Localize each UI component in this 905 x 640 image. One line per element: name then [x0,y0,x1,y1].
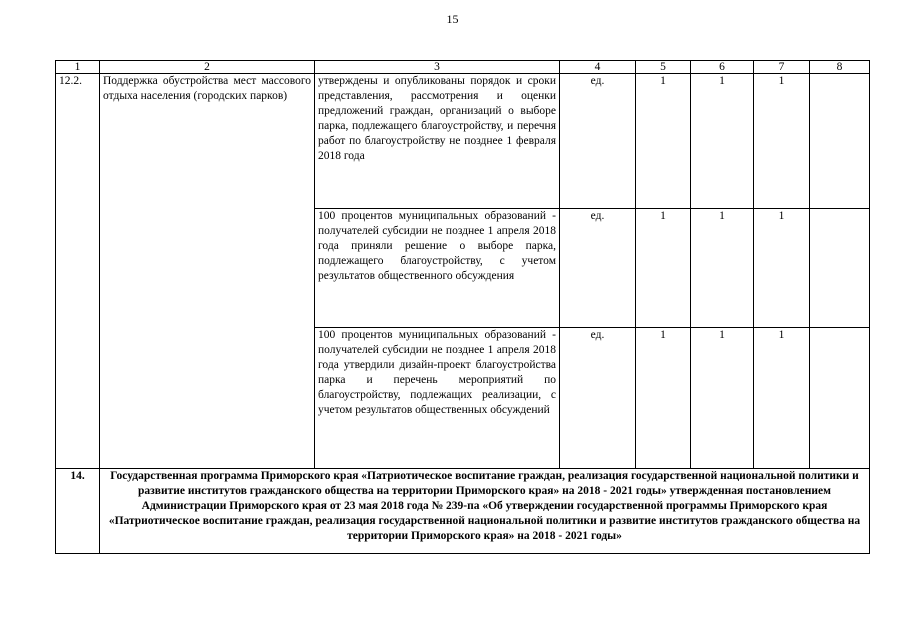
indicator-text: утверждены и опубликованы порядок и сроки представления, рассмотрения и оценки предложений граждан, организаций о выборе парка, подлежащего благоустройству, и перечня работ по благоустройству не позднее 1 февраля 2018 года [315,74,560,209]
column-header: 8 [810,61,870,74]
indicators-table [55,60,870,554]
value-cell: 1 [754,328,810,469]
column-header: 3 [315,61,560,74]
value-cell: 1 [691,209,754,328]
value-cell: 1 [636,328,691,469]
row-number: 12.2. [56,74,100,469]
value-cell: 1 [636,74,691,209]
value-cell [810,209,870,328]
column-header: 6 [691,61,754,74]
table-header-row [56,61,870,74]
unit-cell: ед. [560,328,636,469]
unit-cell: ед. [560,209,636,328]
value-cell [810,328,870,469]
page-number: 15 [446,12,459,26]
column-header: 2 [100,61,315,74]
column-header: 7 [754,61,810,74]
value-cell: 1 [636,209,691,328]
column-header: 4 [560,61,636,74]
program-number: 14. [56,469,100,554]
program-row [56,469,870,554]
indicator-text: 100 процентов муниципальных образований - получателей субсидии не позднее 1 апреля 2018 года утвердили дизайн-проект благоустройства парка и перечень мероприятий по благоустройству, подлежащих реализации, с учетом результатов общественных обсуждений [315,328,560,469]
measure-name: Поддержка обустройства мест массового отдыха населения (городских парков) [100,74,315,469]
program-title: Государственная программа Приморского края «Патриотическое воспитание граждан, реализация государственной национальной политики и развитие институтов гражданского общества на территории Приморского края» на 2018 - 2021 годы» утвержденная постановлением Администрации Приморского края от 23 мая 2018 года № 239-па «Об утверждении государственной программы Приморского края «Патриотическое воспитание граждан, реализация государственной национальной политики и развитие институтов гражданского общества на территории Приморского края» на 2018 - 2021 годы» [100,469,870,554]
column-header: 1 [56,61,100,74]
table-row [56,74,870,209]
value-cell: 1 [691,74,754,209]
value-cell: 1 [754,74,810,209]
indicator-text: 100 процентов муниципальных образований - получателей субсидии не позднее 1 апреля 2018 года приняли решение о выборе парка, подлежащего благоустройству, с учетом результатов общественного обсуждения [315,209,560,328]
column-header: 5 [636,61,691,74]
value-cell [810,74,870,209]
value-cell: 1 [691,328,754,469]
value-cell: 1 [754,209,810,328]
unit-cell: ед. [560,74,636,209]
